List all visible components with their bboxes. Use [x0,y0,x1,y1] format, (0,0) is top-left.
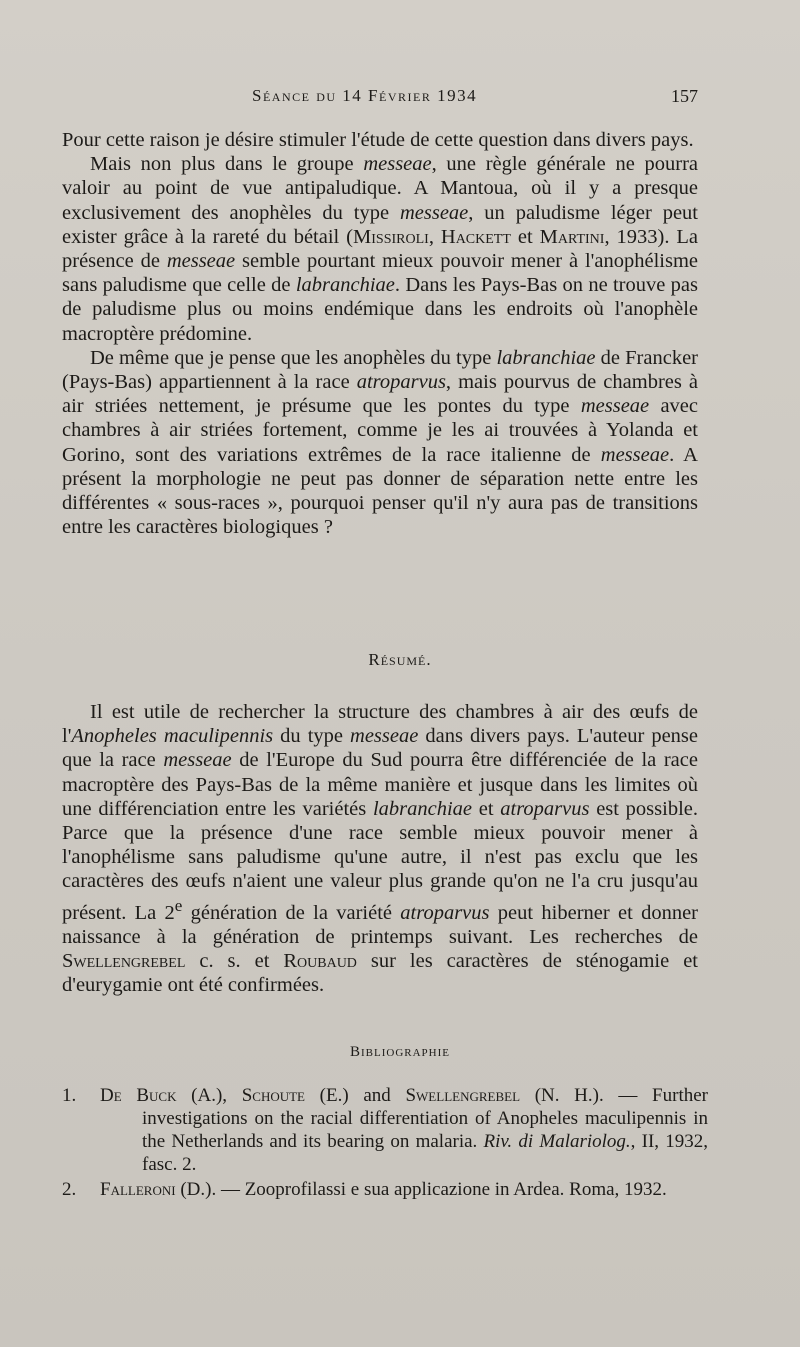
text-run: avec chambres à air striées fortement, comme je les ai trouvées à Yolanda et Gorino, sont des variations extrêmes de la race italienne de [62,395,698,466]
bibliography-entry [62,1084,708,1176]
text-run: sur les caractères de sténogamie et d'eurygamie ont été confirmées. [62,949,698,997]
text-run: , mais pourvus de chambres à air striées nettement, je présume que les pontes du type [62,371,698,418]
italic-term: messeae [166,250,236,273]
italic-term: atroparvus [356,371,446,394]
text-run: (D.). — Zooprofilassi e sua applicazione in Ardea. Roma, 1932. [175,1179,667,1200]
text-run: de l'Europe du Sud pourra être différenciée de la race macroptère des Pays-Bas de la même manière et jusque dans les limites où une différenciation entre les variétés [62,749,698,820]
page-number: 157 [671,86,698,106]
entry-number: 1. [62,1085,77,1106]
text-run: , un paludisme léger peut exister grâce à la rareté du bétail ( [62,201,699,248]
italic-term: labranchiae [372,797,473,820]
resume-paragraph [62,700,698,997]
text-run: dans divers pays. L'auteur pense que la race [62,725,698,772]
bibliography-list [62,1084,708,1203]
bibliography-entry [62,1178,708,1201]
paragraph-3 [62,346,698,540]
text-run: e [174,895,183,915]
text-run: semble pourtant mieux pouvoir mener à l'anophélisme sans paludisme que celle de [62,250,698,297]
text-run: . Dans les Pays-Bas on ne trouve pas de paludisme plus ou moins endémique dans les endroits où l'anophèle macroptère prédomine. [62,274,699,345]
main-text [62,128,698,539]
resume-section [62,700,698,997]
italic-term: labranchiae [496,346,596,369]
author-name: Swellengrebel [405,1085,521,1106]
text-run: c. s. et [185,949,284,972]
text-run: , une règle générale ne pourra valoir au point de vue antipaludique. A Mantoua, où il y a presque exclusivement des anophèles du type [62,153,698,224]
author-name: Swellengrebel [62,949,186,972]
text-run: , 1933). La présence de [62,225,699,273]
text-run: génération de la variété [182,901,401,924]
entry-text [100,1085,708,1175]
text-run: . A présent la morphologie ne peut pas donner de séparation nette entre les différentes « sous-races », pourquoi penser qu'il n'y aura pas de transitions entre les caractères biologiques ? [62,443,698,539]
running-header [0,86,800,112]
italic-term: Anopheles maculipennis [71,725,274,748]
bibliography-heading: Bibliographie [350,1044,450,1060]
text-run: (N. H.). — Further investigations on the racial differentiation of Anopheles maculipennis in the Netherlands and its bearing on malaria. [142,1085,708,1152]
italic-term: labranchiae [295,274,395,297]
italic-term: messeae [399,201,469,224]
italic-term: messeae [350,725,419,748]
text-run: est possible. Parce que la présence d'une race semble mieux pouvoir mener à l'anophélisme sans paludisme qu'une autre, il n'est pas exclu que les caractères des œufs n'aient une valeur plus grande qu'on ne l'a cru jusqu'au présent. La 2 [62,797,699,924]
resume-heading: Résumé. [368,650,432,669]
text-run: et [472,797,501,820]
author-name: Hackett [440,225,511,248]
italic-term: atroparvus [500,797,590,820]
paragraph-2 [62,152,698,346]
text-run: (E.) and [305,1085,406,1106]
text-run: De même que je pense que les anophèles du type [90,346,497,369]
text-run: , II, 1932, fasc. 2. [142,1131,708,1175]
text-run: et [510,225,540,248]
italic-term: messeae [600,443,670,466]
italic-term: messeae [363,153,432,176]
italic-term: messeae [163,749,232,772]
paragraph-1 [62,128,698,152]
author-name: Schoute [241,1085,305,1106]
text-run: Il est utile de rechercher la structure des chambres à air des œufs de l' [62,701,698,748]
text-run: (A.), [176,1085,242,1106]
text-run: de Francker (Pays-Bas) appartiennent à la race [62,346,698,394]
text-run: peut hiberner et donner naissance à la génération de printemps suivant. Les recherches de [62,901,699,948]
italic-term: Riv. di Malariolog. [483,1131,631,1152]
author-name: Missiroli [353,225,429,248]
author-name: Roubaud [283,949,357,972]
text-run: Pour cette raison je désire stimuler l'étude de cette question dans divers pays. [62,129,694,151]
italic-term: messeae [580,395,650,418]
author-name: Falleroni [100,1179,176,1200]
author-name: De Buck [100,1085,177,1106]
running-title: Séance du 14 Février 1934 [252,86,478,105]
entry-number: 2. [62,1179,77,1200]
italic-term: atroparvus [400,901,490,924]
text-run: , [428,225,441,248]
text-run: Mais non plus dans le groupe [90,153,364,176]
text-run: du type [273,725,351,748]
entry-text [100,1179,667,1200]
author-name: Martini [539,225,605,248]
